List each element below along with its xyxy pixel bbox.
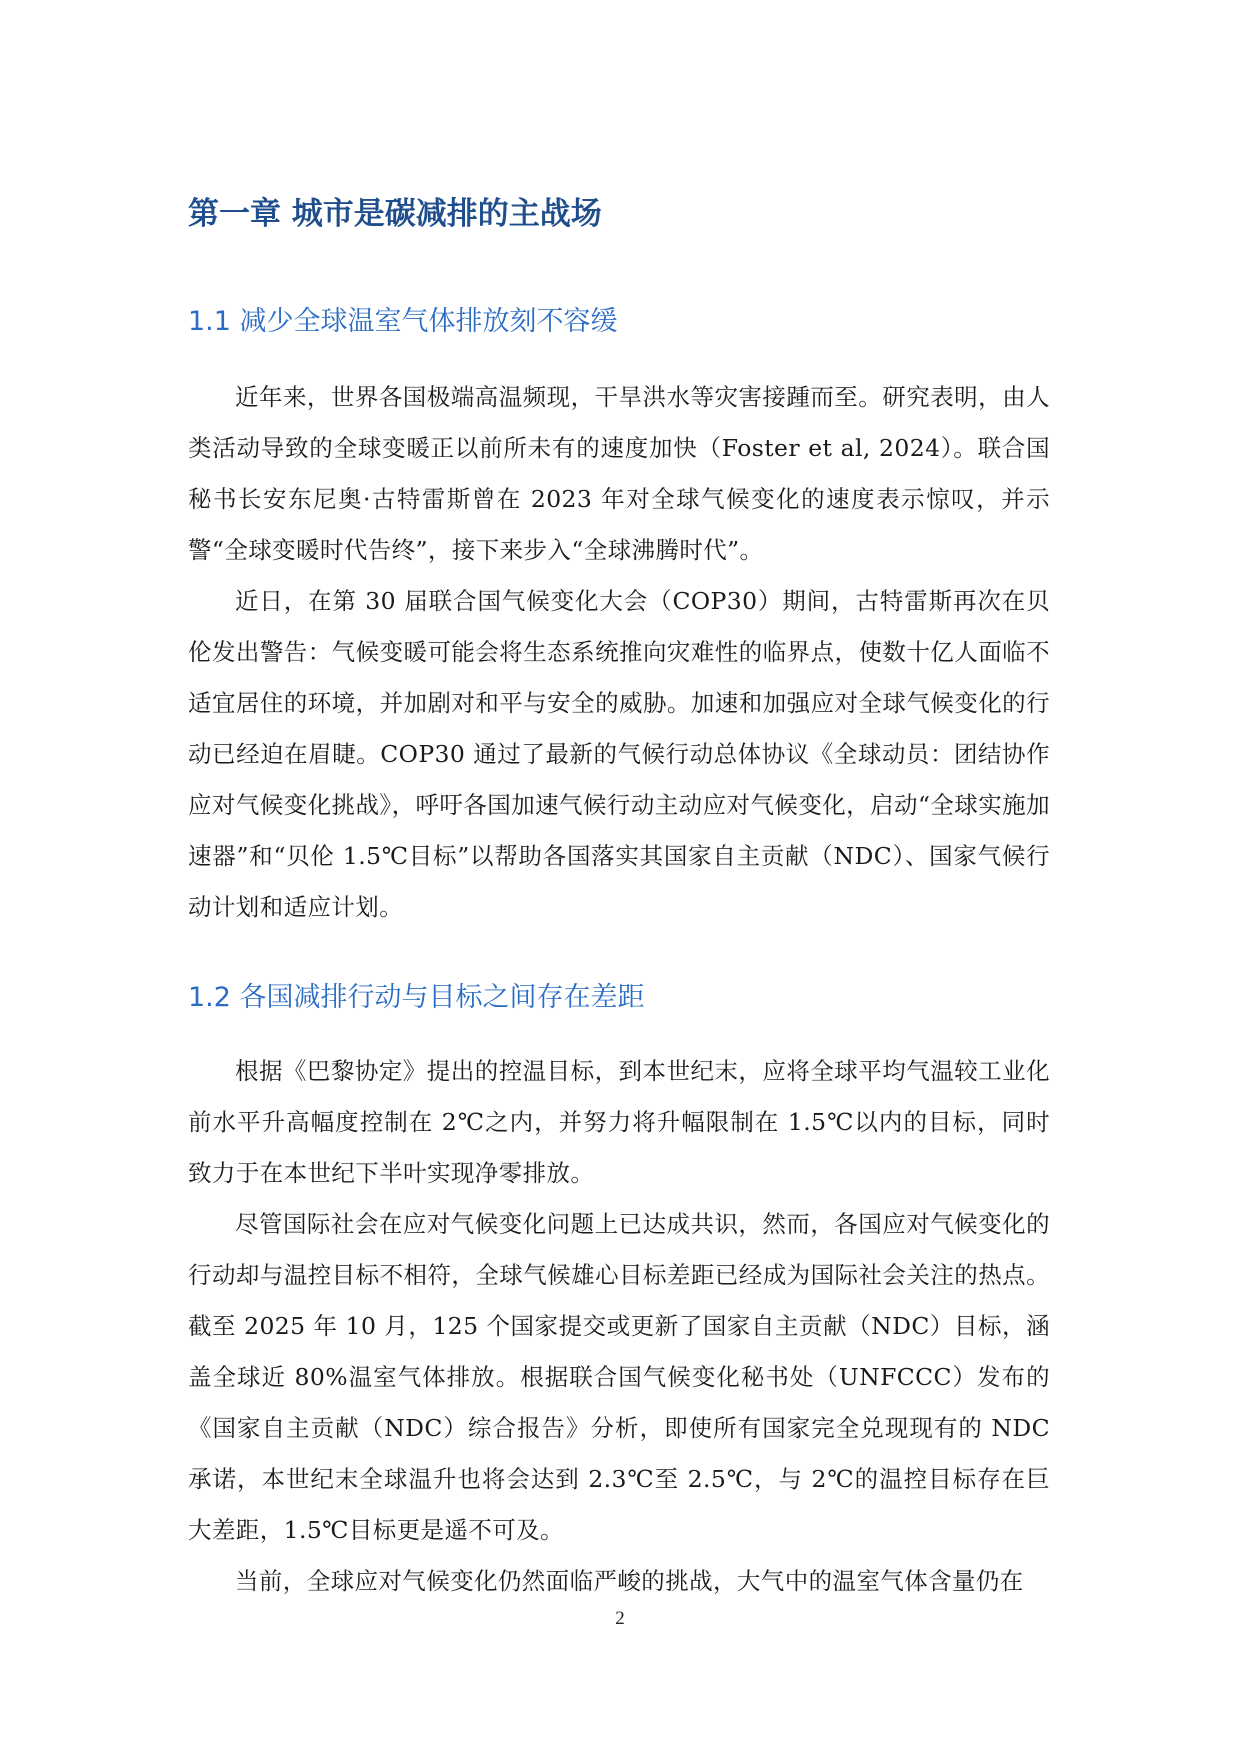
section-1-2-body xyxy=(188,1046,1050,1607)
paragraph: 近日，在第 30 届联合国气候变化大会（COP30）期间，古特雷斯再次在贝伦发出警告：气候变暖可能会将生态系统推向灾难性的临界点，使数十亿人面临不适宜居住的环境，并加剧对和平与安全的威胁。加速和加强应对全球气候变化的行动已经迫在眉睫。COP30 通过了最新的气候行动总体协议《全球动员：团结协作应对气候变化挑战》，呼吁各国加速气候行动主动应对气候变化，启动“全球实施加速器”和“贝伦 1.5℃目标”以帮助各国落实其国家自主贡献（NDC）、国家气候行动计划和适应计划。 xyxy=(188,587,1050,921)
section-1-1-body xyxy=(188,372,1050,933)
paragraph: 当前，全球应对气候变化仍然面临严峻的挑战，大气中的温室气体含量仍在 xyxy=(235,1567,1024,1595)
chapter-title: 第一章 城市是碳减排的主战场 xyxy=(188,196,602,232)
section-heading-1-1: 1.1 减少全球温室气体排放刻不容缓 xyxy=(188,306,618,337)
paragraph: 近年来，世界各国极端高温频现，干旱洪水等灾害接踵而至。研究表明，由人类活动导致的全球变暖正以前所未有的速度加快（Foster et al, 2024）。联合国秘书长安东尼奥·古特雷斯曾在 2023 年对全球气候变化的速度表示惊叹，并示警“全球变暖时代告终”，接下来步入“全球沸腾时代”。 xyxy=(188,383,1050,564)
section-heading-1-2: 1.2 各国减排行动与目标之间存在差距 xyxy=(188,982,645,1013)
paragraph: 根据《巴黎协定》提出的控温目标，到本世纪末，应将全球平均气温较工业化前水平升高幅度控制在 2℃之内，并努力将升幅限制在 1.5℃以内的目标，同时致力于在本世纪下半叶实现净零排放。 xyxy=(188,1057,1050,1187)
page-number: 2 xyxy=(615,1608,625,1629)
paragraph: 尽管国际社会在应对气候变化问题上已达成共识，然而，各国应对气候变化的行动却与温控目标不相符，全球气候雄心目标差距已经成为国际社会关注的热点。截至 2025 年 10 月，125 个国家提交或更新了国家自主贡献（NDC）目标，涵盖全球近 80%温室气体排放。根据联合国气候变化秘书处（UNFCCC）发布的《国家自主贡献（NDC）综合报告》分析，即使所有国家完全兑现现有的 NDC 承诺，本世纪末全球温升也将会达到 2.3℃至 2.5℃，与 2℃的温控目标存在巨大差距，1.5℃目标更是遥不可及。 xyxy=(188,1210,1050,1544)
